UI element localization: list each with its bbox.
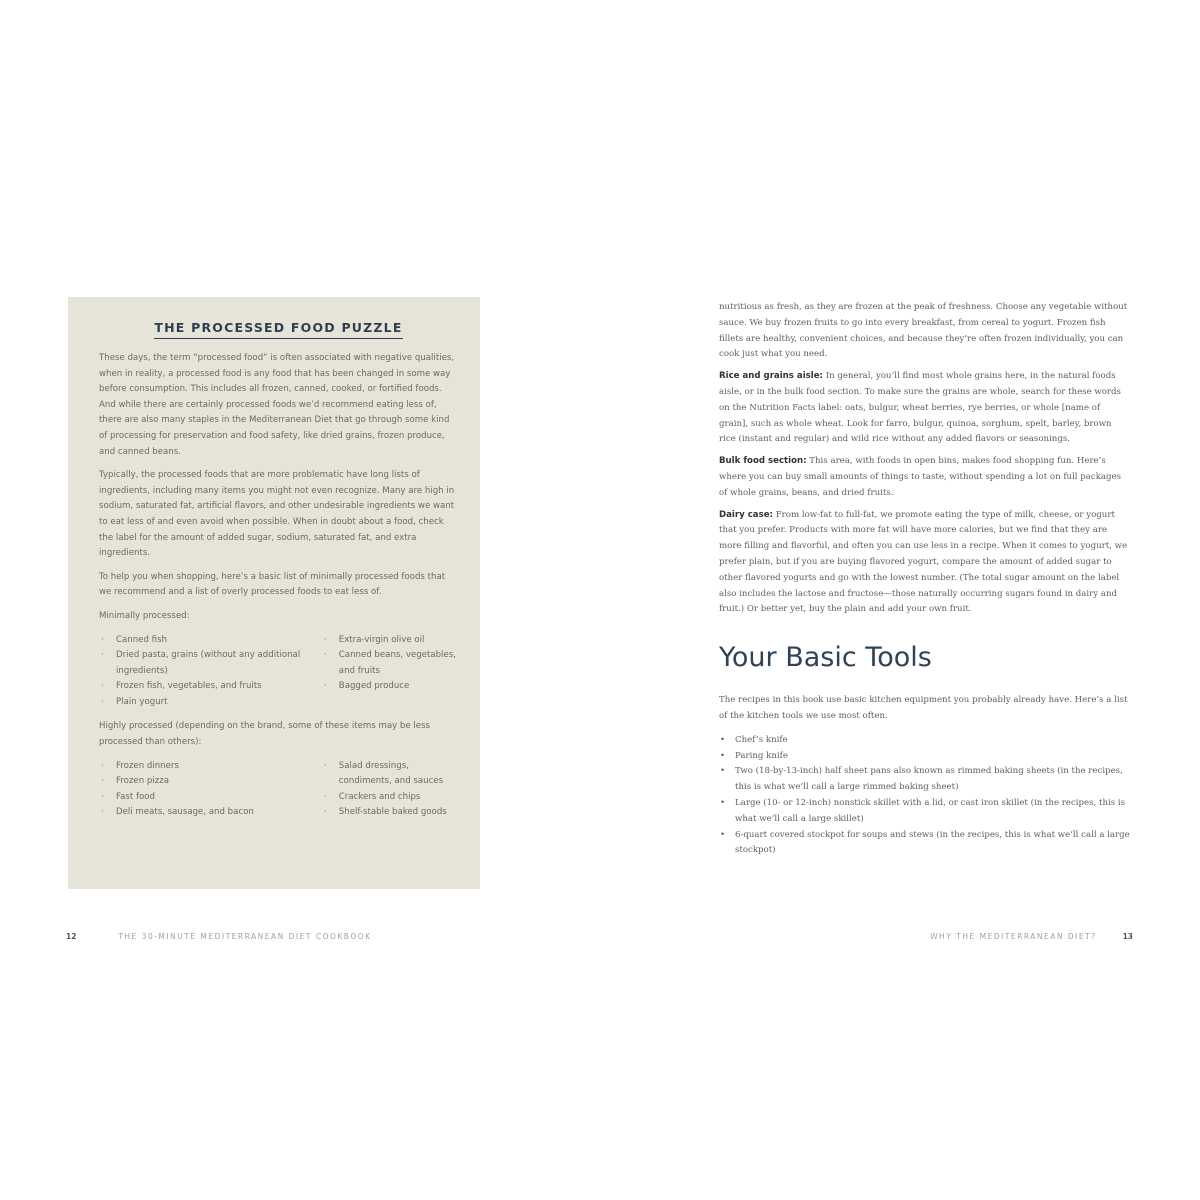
highly-processed-col-1 xyxy=(99,759,322,821)
list-item: · Deli meats, sausage, and bacon xyxy=(99,805,322,821)
sidebar-paragraph-2: Typically, the processed foods that are more problematic have long lists of ingredients, including many items you might not even recognize. Many are high in sodium, saturated fat, artificial flavors, and other undesirable ingredients we want to eat less of and even avoid when possible. When in doubt about a food, check the label for the amount of added sugar, sodium, saturated fat, and extra ingredients. xyxy=(99,470,455,559)
dairy-case-text: From low-fat to full-fat, we promote eating the type of milk, cheese, or yogurt that you prefer. Products with more fat will have more calories, but we find that they are more filling and flavorful, and often you can use less in a recipe. When it comes to yogurt, we prefer plain, but if you are buying flavored yogurt, compare the amount of added sugar to other flavored yogurts and go with the lowest number. (The total sugar amount on the label also includes the lactose and fructose—those naturally occurring sugars found in dairy and fruit.) Or better yet, buy the plain and add your own fruit. xyxy=(719,509,1128,615)
list-item: • Large (10- or 12-inch) nonstick skillet with a lid, or cast iron skillet (in the recipes, this is what we’ll call a large skillet) xyxy=(719,796,1130,828)
list-item: · Frozen fish, vegetables, and fruits xyxy=(99,679,322,695)
bulk-food-label: Bulk food section: xyxy=(719,456,807,467)
minimally-processed-col-1 xyxy=(99,633,322,711)
list-item: · Bagged produce xyxy=(322,679,458,695)
list-item: · Frozen pizza xyxy=(99,774,322,790)
list-item: • Chef’s knife xyxy=(719,733,1130,749)
list-item: · Plain yogurt xyxy=(99,695,322,711)
basic-tools-intro: The recipes in this book use basic kitchen equipment you probably already have. Here’s a list of the kitchen tools we use most often. xyxy=(719,695,1128,721)
highly-processed-col-2 xyxy=(322,759,458,821)
right-running-title: WHY THE MEDITERRANEAN DIET? xyxy=(930,932,1097,941)
list-item: · Canned beans, vegetables, and fruits xyxy=(322,648,458,679)
list-item: • Paring knife xyxy=(719,749,1130,765)
highly-processed-heading: Highly processed (depending on the brand, some of these items may be less processed than others): xyxy=(99,721,431,748)
dairy-case-label: Dairy case: xyxy=(719,509,773,520)
right-page-body xyxy=(719,300,1130,859)
processed-food-sidebar xyxy=(68,297,480,889)
right-page-number: 13 xyxy=(1122,932,1133,941)
list-item: · Fast food xyxy=(99,790,322,806)
bulk-food-text: This area, with foods in open bins, makes food shopping fun. Here’s where you can buy small amounts of things to taste, without spending a lot on full packages of whole grains, beans, and dried fruits. xyxy=(719,456,1122,498)
list-item: · Dried pasta, grains (without any additional ingredients) xyxy=(99,648,322,679)
list-item: · Crackers and chips xyxy=(322,790,458,806)
list-item: · Extra-virgin olive oil xyxy=(322,633,458,649)
list-item: · Salad dressings, condiments, and sauces xyxy=(322,759,458,790)
minimally-processed-col-2 xyxy=(322,633,458,711)
list-item: • Two (18-by-13-inch) half sheet pans also known as rimmed baking sheets (in the recipes, this is what we’ll call a large rimmed baking sheet) xyxy=(719,764,1130,796)
left-footer xyxy=(66,931,372,943)
right-footer xyxy=(930,931,1133,943)
basic-tools-heading: Your Basic Tools xyxy=(719,642,932,674)
bulk-food-paragraph xyxy=(719,454,1130,501)
rice-grains-paragraph xyxy=(719,369,1130,448)
left-page-number: 12 xyxy=(66,932,77,941)
list-item: • 6-quart covered stockpot for soups and stews (in the recipes, this is what we’ll call a large stockpot) xyxy=(719,828,1130,860)
sidebar-paragraph-1: These days, the term “processed food” is often associated with negative qualities, when in reality, a processed food is any food that has been changed in some way before consumption. This includes all frozen, canned, cooked, or fortified foods. And while there are certainly processed foods we’d recommend eating less of, there are also many staples in the Mediterranean Diet that go through some kind of processing for preservation and food safety, like dried grains, frozen produce, and canned beans. xyxy=(99,353,455,457)
sidebar-title: THE PROCESSED FOOD PUZZLE xyxy=(99,319,458,337)
left-running-title: THE 30-MINUTE MEDITERRANEAN DIET COOKBOOK xyxy=(118,932,372,941)
list-item: · Canned fish xyxy=(99,633,322,649)
minimally-processed-heading: Minimally processed: xyxy=(99,610,190,621)
basic-tools-list xyxy=(719,733,1130,859)
list-item: · Shelf-stable baked goods xyxy=(322,805,458,821)
minimally-processed-list xyxy=(99,633,458,711)
highly-processed-list xyxy=(99,759,458,821)
intro-paragraph: nutritious as fresh, as they are frozen at the peak of freshness. Choose any vegetable without sauce. We buy frozen fruits to go into every breakfast, from cereal to yogurt. Frozen fish fillets are healthy, convenient choices, and because they’re often frozen individually, you can cook just what you need. xyxy=(719,302,1128,360)
sidebar-paragraph-3: To help you when shopping, here’s a basic list of minimally processed foods that we recommend and a list of overly processed foods to eat less of. xyxy=(99,571,446,598)
rice-grains-label: Rice and grains aisle: xyxy=(719,371,823,382)
rice-grains-text: In general, you’ll find most whole grains here, in the natural foods aisle, or in the bulk food section. To make sure the grains are whole, search for these words on the Nutrition Facts label: oats, bulgur, wheat berries, rye berries, or whole [name of grain], such as whole wheat. Look for farro, bulgur, quinoa, sorghum, spelt, barley, brown rice (instant and regular) and wild rice without any added flavors or seasonings. xyxy=(719,371,1121,445)
dairy-case-paragraph xyxy=(719,508,1130,619)
list-item: · Frozen dinners xyxy=(99,759,322,775)
